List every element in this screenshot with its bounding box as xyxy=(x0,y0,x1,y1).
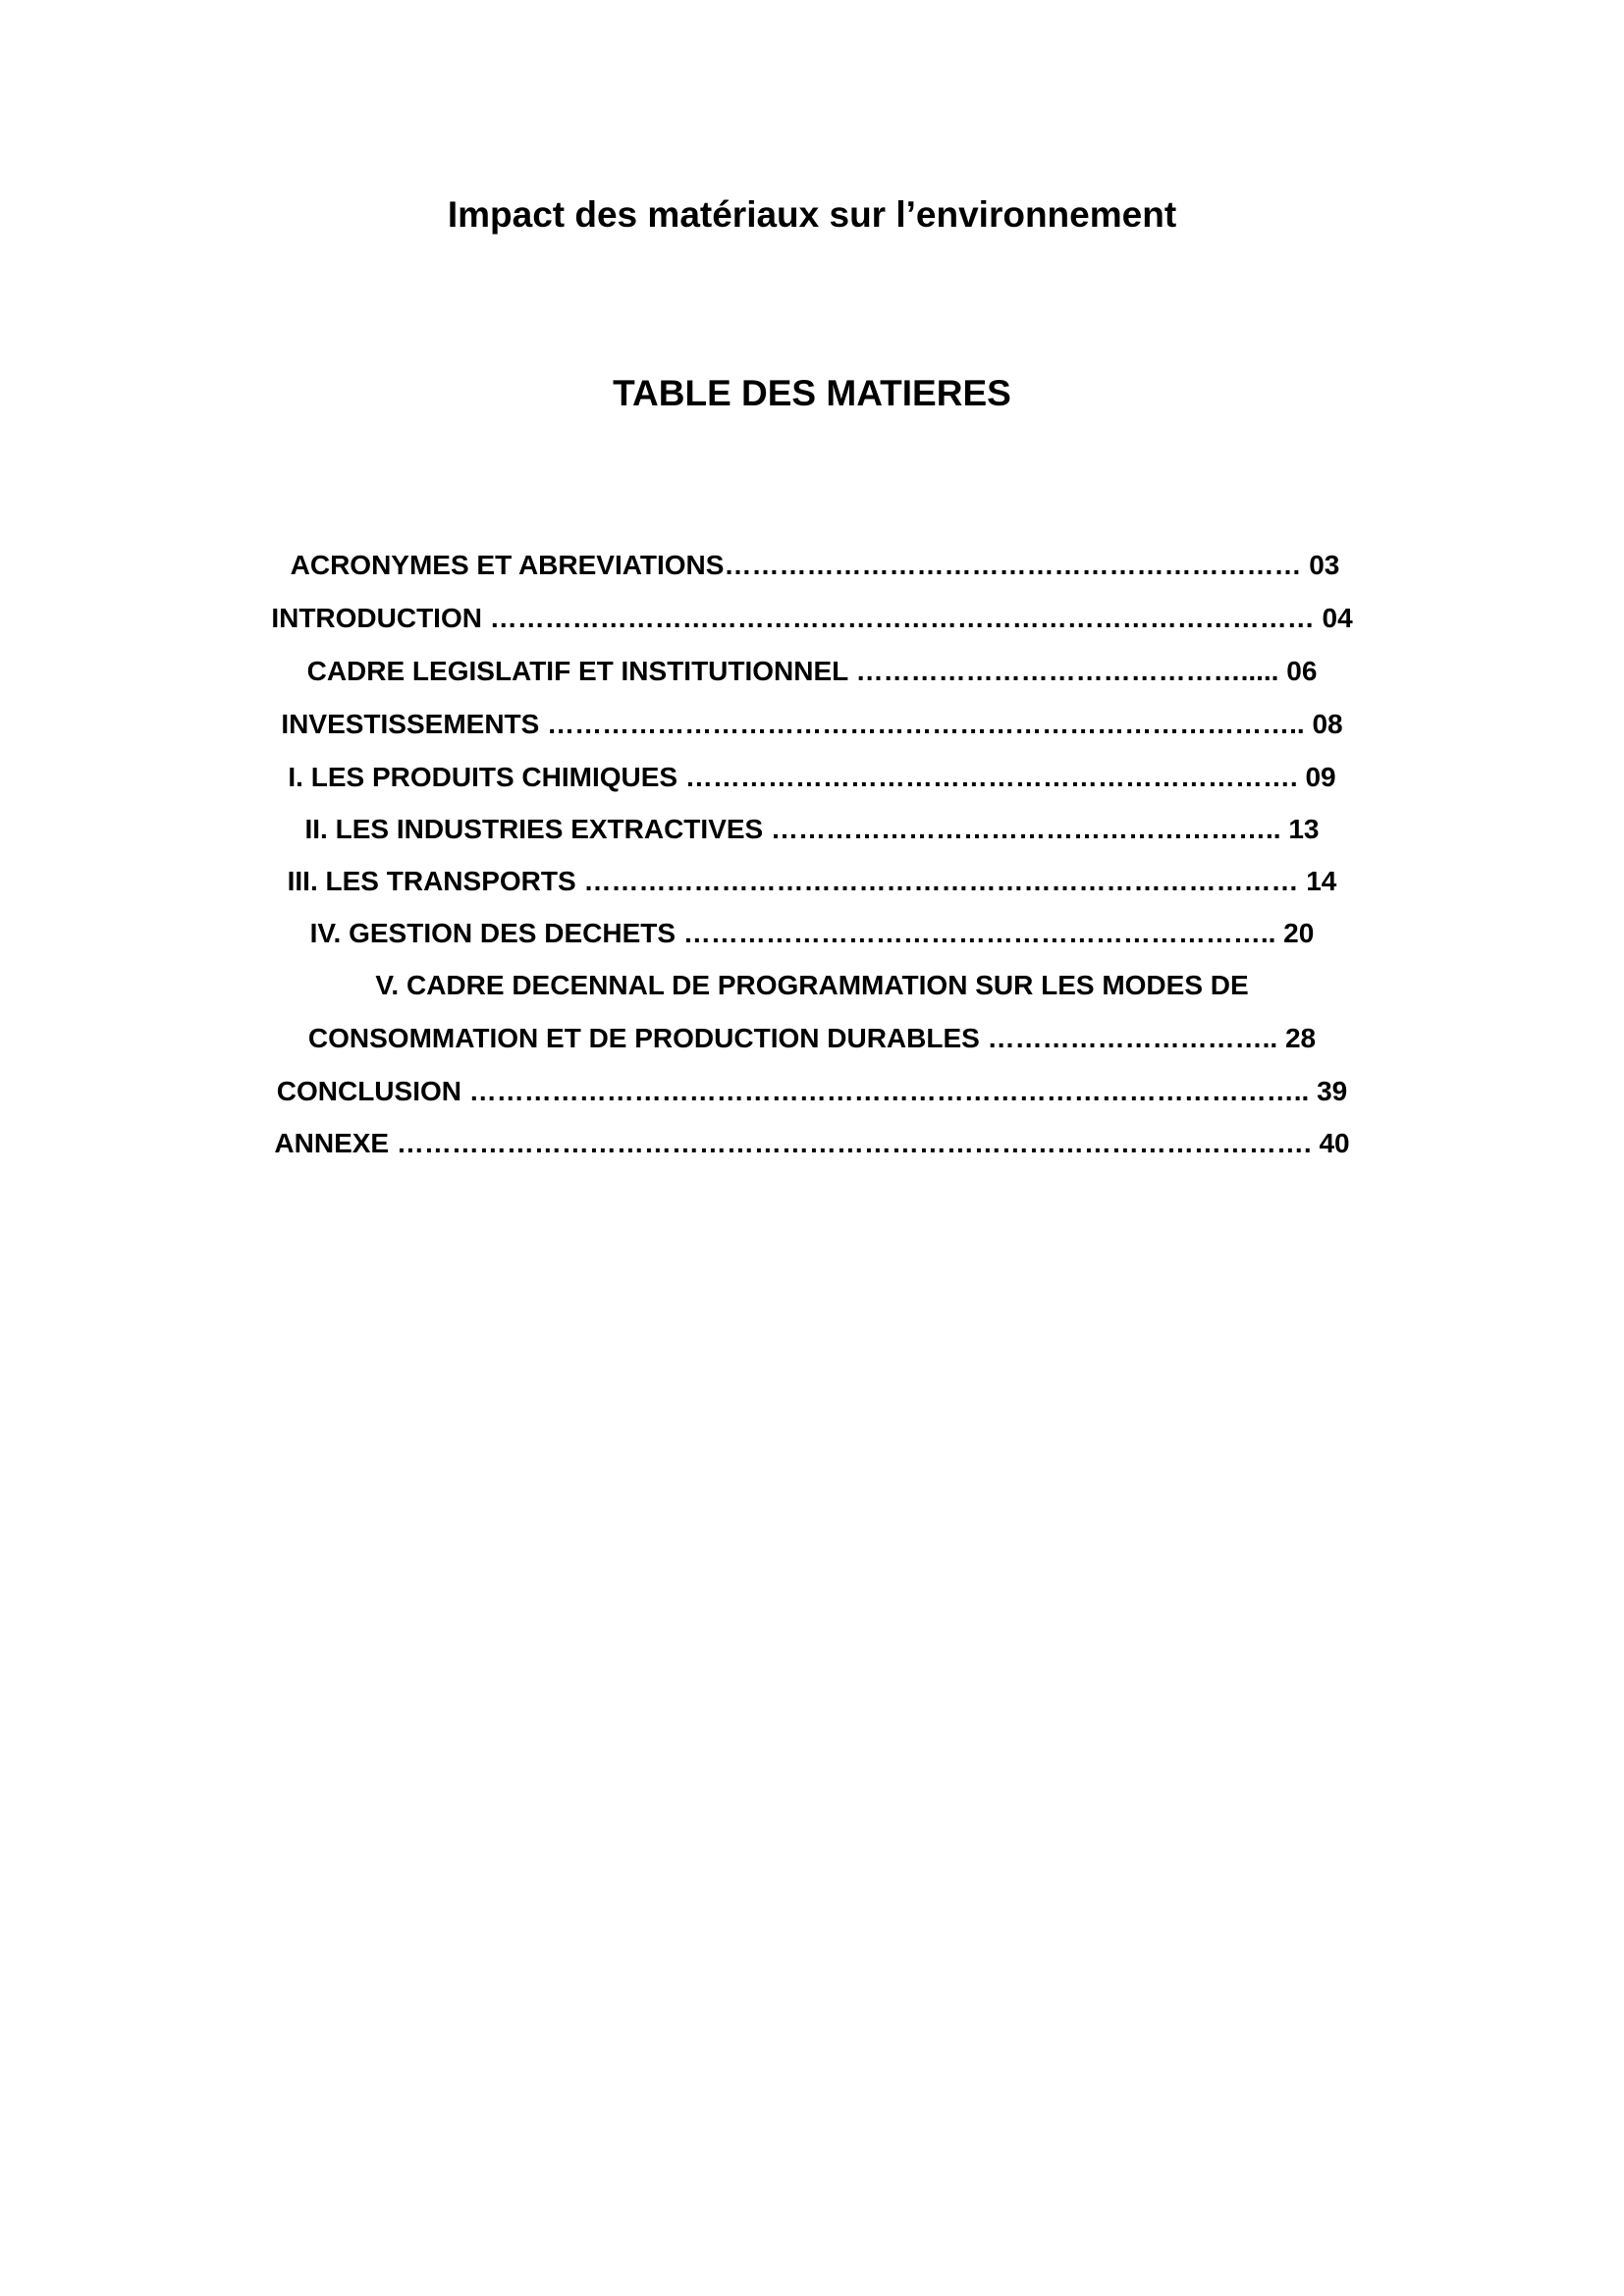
toc-entry xyxy=(0,1074,1624,1109)
toc-entry-leader: ………………………….. xyxy=(987,1023,1285,1053)
toc-entry xyxy=(0,707,1624,742)
toc-entry xyxy=(0,812,1624,847)
toc-entry-page: 20 xyxy=(1283,918,1315,948)
toc-entry-page: 40 xyxy=(1319,1128,1350,1158)
toc-entry-leader: ……………………………………………………………………………….. xyxy=(468,1076,1318,1106)
toc-entry-page: 09 xyxy=(1305,762,1336,792)
toc-entry-label: IV. GESTION DES DECHETS xyxy=(309,918,683,948)
toc-entry-page: 14 xyxy=(1306,866,1337,896)
toc-entry-label: CADRE LEGISLATIF ET INSTITUTIONNEL xyxy=(306,656,856,686)
toc-entry-label: II. LES INDUSTRIES EXTRACTIVES xyxy=(304,814,771,844)
toc-entry-page: 13 xyxy=(1288,814,1320,844)
toc-entry xyxy=(0,1021,1624,1056)
toc-entry-page: 08 xyxy=(1312,709,1343,739)
toc-entry-label: CONSOMMATION ET DE PRODUCTION DURABLES xyxy=(307,1023,988,1053)
toc-entry-page: 06 xyxy=(1286,656,1318,686)
toc-entry-label: V. CADRE DECENNAL DE PROGRAMMATION SUR LES MODES DE xyxy=(375,970,1249,1000)
toc-entry xyxy=(0,916,1624,951)
toc-entry-label: CONCLUSION xyxy=(276,1076,469,1106)
toc-entry-label: INVESTISSEMENTS xyxy=(281,709,548,739)
toc-entry-leader: ……………………………………………………………………………… xyxy=(489,603,1323,633)
toc-entry-leader: ……………………………………………….. xyxy=(771,814,1289,844)
toc-entry-leader: ……………………………………………………………………….. xyxy=(547,709,1313,739)
toc-entry-page: 39 xyxy=(1317,1076,1348,1106)
toc-entry-page: 04 xyxy=(1322,603,1353,633)
toc-heading: TABLE DES MATIERES xyxy=(613,373,1011,413)
document-title: Impact des matériaux sur l’environnement xyxy=(447,194,1177,235)
toc-entry xyxy=(0,864,1624,899)
toc-entry-leader: …………………………………………………………. xyxy=(684,762,1306,792)
toc-entry-leader: ……………………………………………………….. xyxy=(682,918,1284,948)
toc-entry-page: 03 xyxy=(1309,550,1340,580)
toc-entry xyxy=(0,601,1624,636)
toc-entry xyxy=(0,654,1624,689)
toc-entry-label: I. LES PRODUITS CHIMIQUES xyxy=(288,762,685,792)
toc-entry-label: ANNEXE xyxy=(274,1128,397,1158)
toc-entry-label: INTRODUCTION xyxy=(271,603,490,633)
toc-entry xyxy=(0,968,1624,1003)
toc-entry-label: III. LES TRANSPORTS xyxy=(287,866,584,896)
toc-entry-leader: …………………………………………………………………… xyxy=(583,866,1307,896)
toc-entry-label: ACRONYMES ET ABREVIATIONS xyxy=(290,550,725,580)
toc-entry-page: 28 xyxy=(1284,1023,1317,1053)
toc-entry xyxy=(0,548,1624,583)
toc-entry-leader: ………………………………………………………………………………………. xyxy=(396,1128,1320,1158)
toc-entry xyxy=(0,760,1624,795)
toc-entry-leader: ……………………………………..... xyxy=(855,656,1287,686)
toc-entry-leader: ……………………………………………………… xyxy=(724,550,1310,580)
toc-entry xyxy=(0,1126,1624,1161)
